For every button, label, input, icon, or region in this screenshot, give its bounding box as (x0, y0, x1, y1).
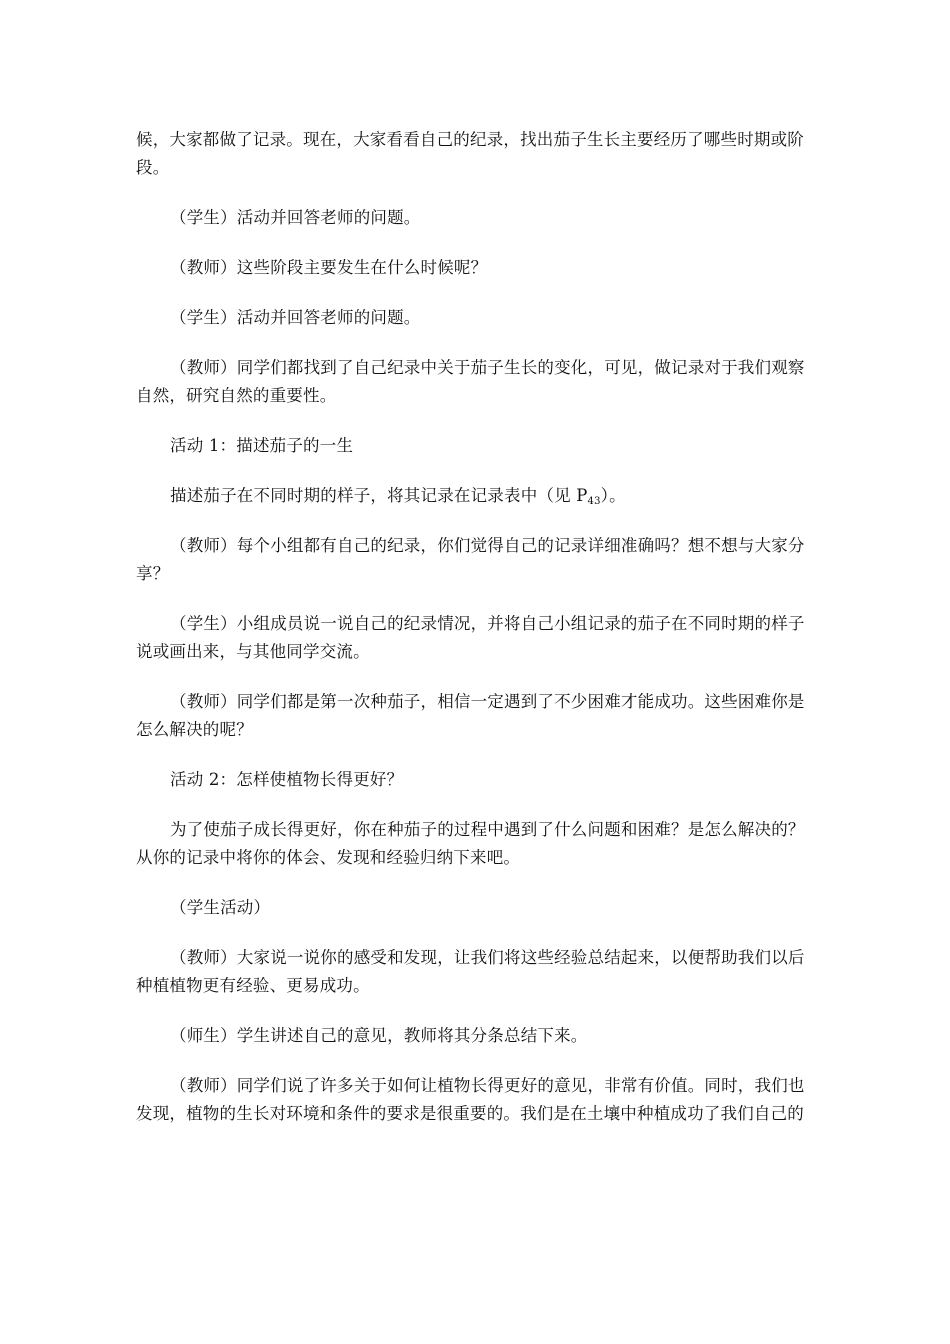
text-line: （教师）同学们说了许多关于如何让植物长得更好的意见，非常有价值。同时，我们也 (170, 1076, 805, 1095)
text-line: （教师）大家说一说你的感受和发现，让我们将这些经验总结起来，以便帮助我们以后 (170, 948, 805, 967)
text-line: （教师）每个小组都有自己的纪录，你们觉得自己的记录详细准确吗？想不想与大家分 (170, 536, 805, 555)
text-line: 从你的记录中将你的体会、发现和经验归纳下来吧。 (136, 848, 521, 867)
page-subscript: 43 (587, 496, 601, 507)
text-line: 发现，植物的生长对环境和条件的要求是很重要的。我们是在土壤中种植成功了我们自己的 (136, 1104, 804, 1123)
text-line: （学生）活动并回答老师的问题。 (170, 308, 421, 327)
paragraph (136, 816, 816, 872)
text-segment: ）。 (600, 486, 626, 505)
text-line: 享？ (136, 564, 170, 583)
activity-heading: 活动 1：描述茄子的一生 (170, 436, 354, 455)
paragraph (136, 482, 816, 510)
text-line (136, 482, 816, 510)
text-segment: 描述茄子在不同时期的样子，将其记录在记录表中（见 P (170, 486, 588, 505)
paragraph (136, 204, 816, 232)
text-line: 段。 (136, 158, 170, 177)
text-line: （教师）同学们都是第一次种茄子，相信一定遇到了不少困难才能成功。这些困难你是 (170, 692, 805, 711)
text-line: 种植植物更有经验、更易成功。 (136, 976, 370, 995)
paragraph (136, 944, 816, 1000)
text-line: （教师）这些阶段主要发生在什么时候呢？ (170, 258, 488, 277)
text-line: 说或画出来，与其他同学交流。 (136, 642, 370, 661)
paragraph (136, 1022, 816, 1050)
paragraph (136, 532, 816, 588)
text-line: （学生活动） (170, 898, 271, 917)
paragraph (136, 894, 816, 922)
paragraph (136, 354, 816, 410)
text-line: （教师）同学们都找到了自己纪录中关于茄子生长的变化，可见，做记录对于我们观察 (170, 358, 805, 377)
paragraph (136, 432, 816, 460)
text-line: （师生）学生讲述自己的意见，教师将其分条总结下来。 (170, 1026, 588, 1045)
text-line: 自然，研究自然的重要性。 (136, 386, 337, 405)
paragraph (136, 304, 816, 332)
text-line: 候，大家都做了记录。现在，大家看看自己的纪录，找出茄子生长主要经历了哪些时期或阶 (136, 130, 804, 149)
paragraph (136, 610, 816, 666)
paragraph (136, 688, 816, 744)
paragraph (136, 1072, 816, 1128)
activity-heading: 活动 2：怎样使植物长得更好？ (170, 770, 404, 789)
text-line: （学生）活动并回答老师的问题。 (170, 208, 421, 227)
text-line: （学生）小组成员说一说自己的纪录情况，并将自己小组记录的茄子在不同时期的样子 (170, 614, 805, 633)
text-line: 怎么解决的呢？ (136, 720, 253, 739)
document-body (136, 126, 816, 1150)
paragraph (136, 766, 816, 794)
text-line: 为了使茄子成长得更好，你在种茄子的过程中遇到了什么问题和困难？是怎么解决的？ (170, 820, 805, 839)
paragraph (136, 254, 816, 282)
paragraph (136, 126, 816, 182)
